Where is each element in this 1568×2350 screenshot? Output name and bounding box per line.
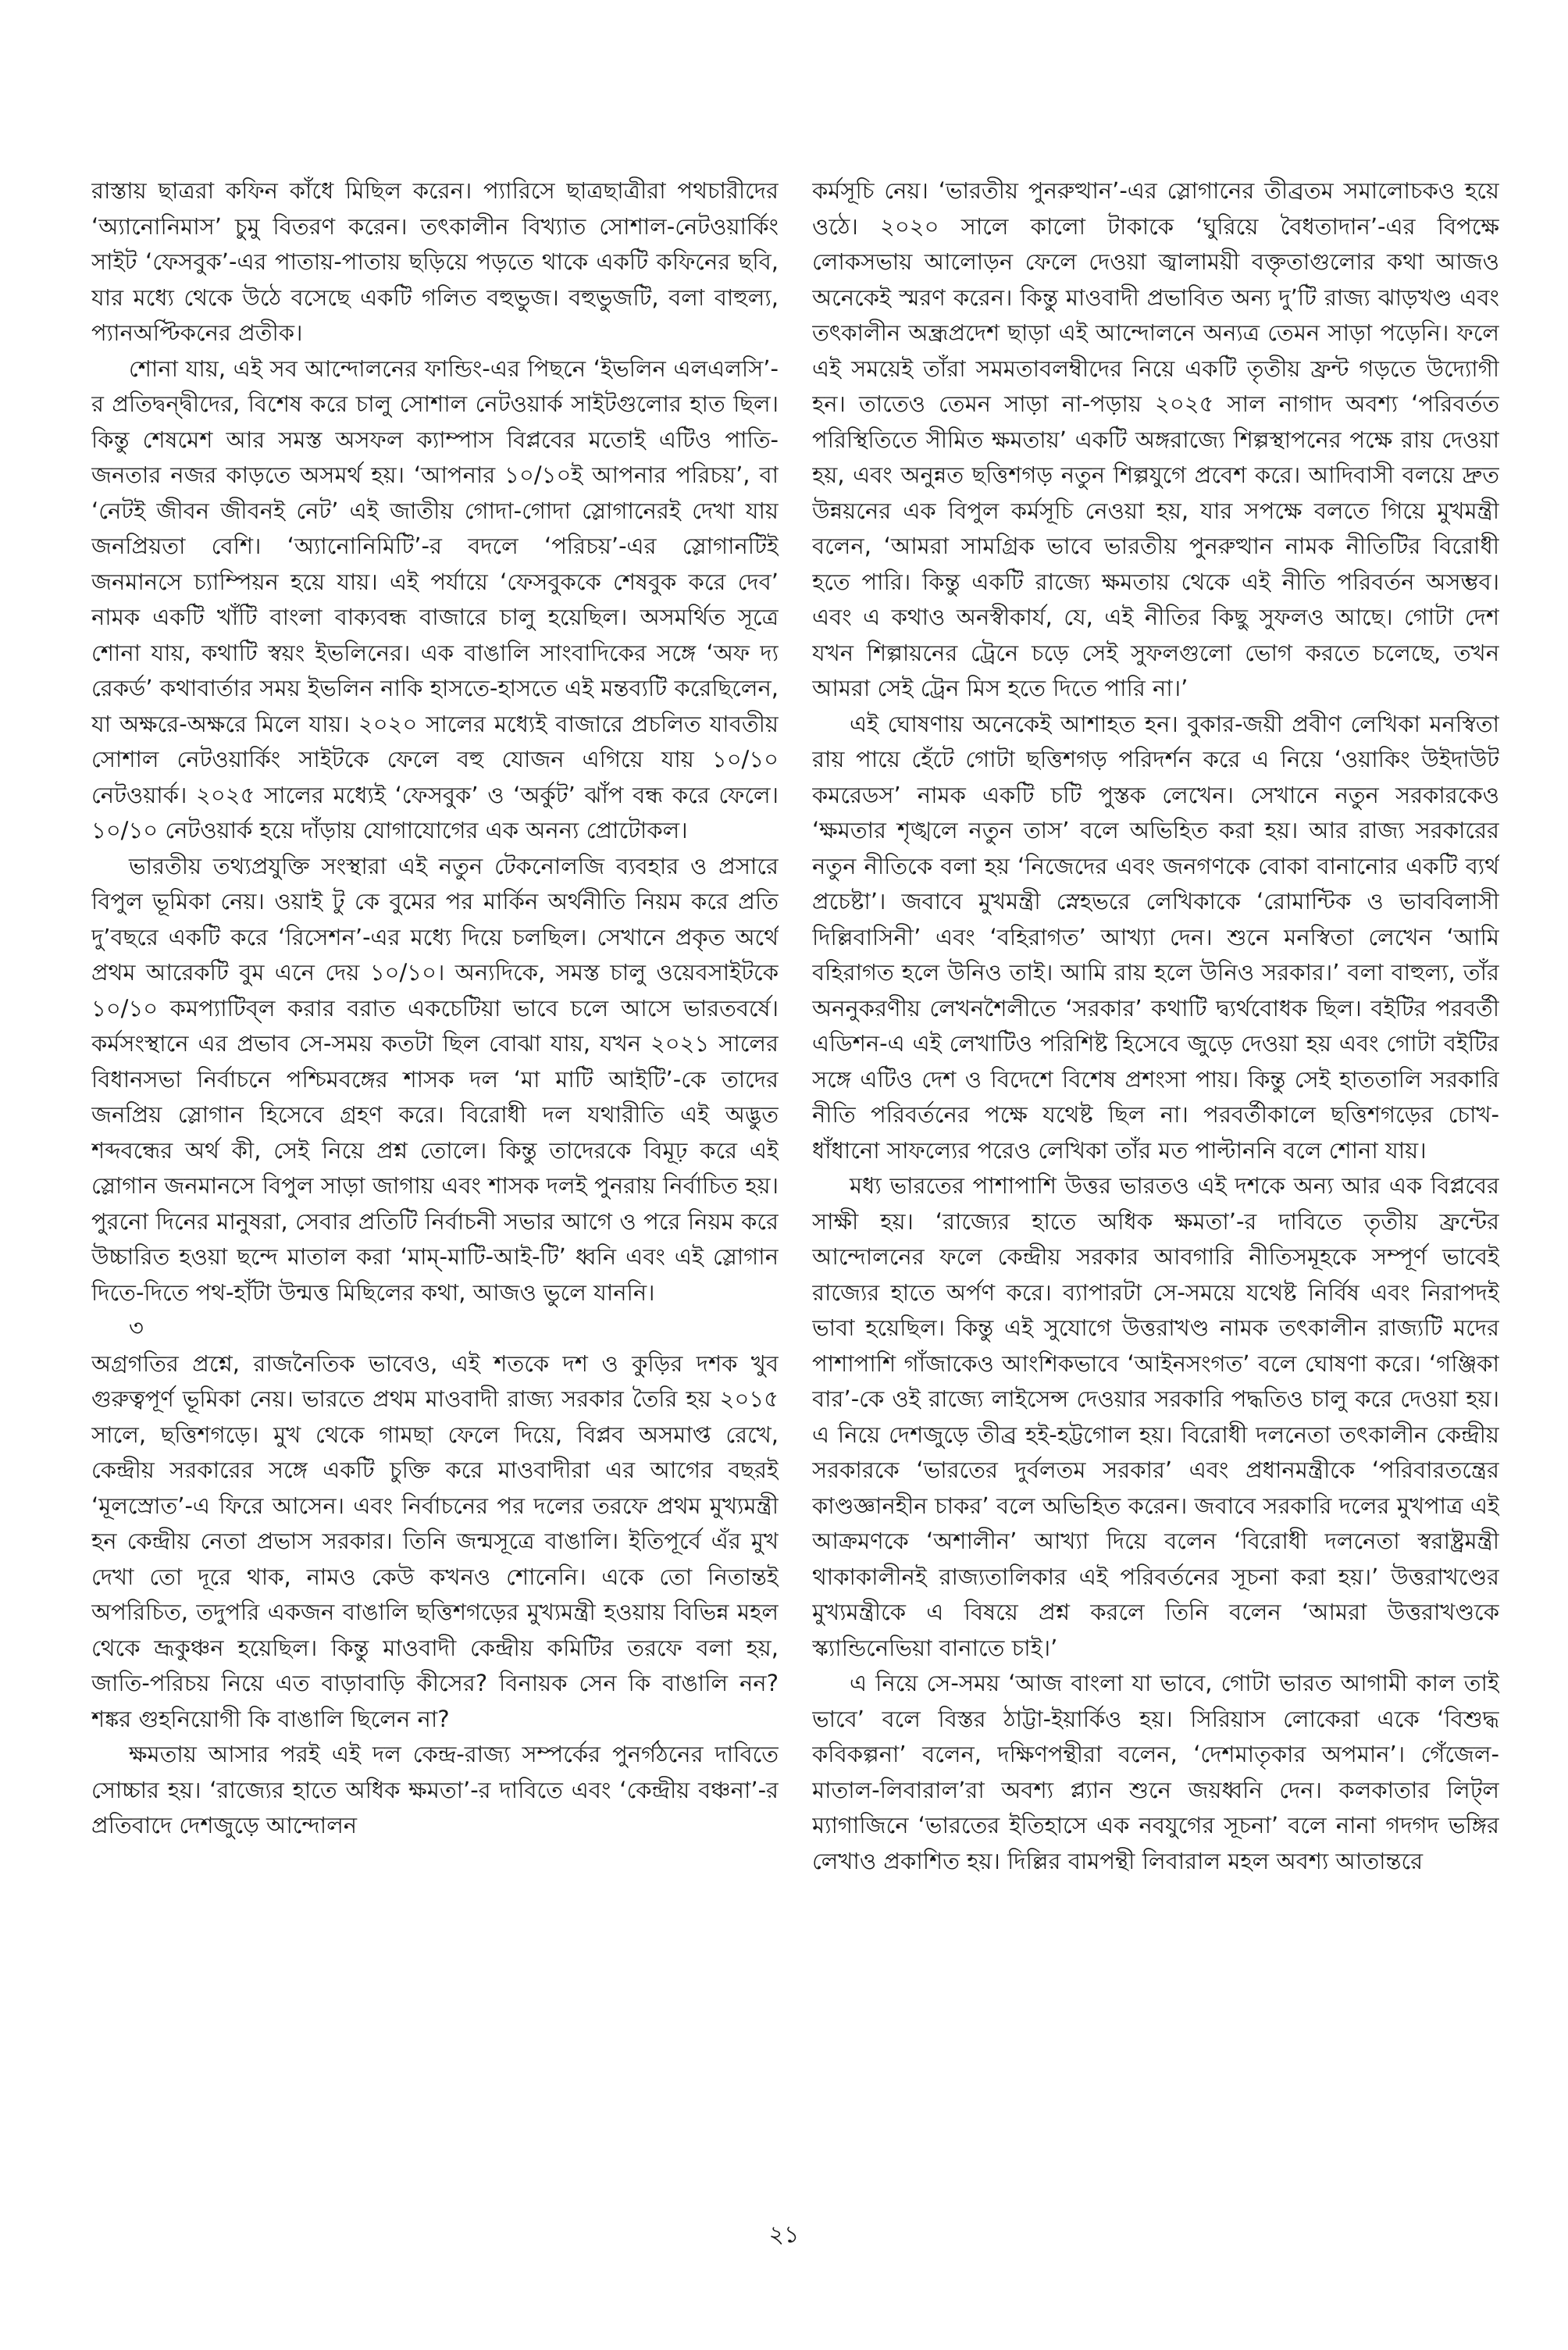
- right-column: [812, 173, 1499, 2173]
- page-number: ২১: [768, 2221, 800, 2248]
- paragraph: এ নিয়ে সে-সময় ‘আজ বাংলা যা ভাবে, গোটা ভারত আগামী কাল তাই ভাবে’ বলে বিস্তর ঠাট্টা-ইয়ার্কিও হয়। সিরিয়াস লোকেরা একে ‘বিশুদ্ধ কবিকল্পনা’ বলেন, দক্ষিণপন্থীরা বলেন, ‘দেশমাতৃকার অপমান’। গেঁজেল-মাতাল-লিবারাল’রা অবশ্য প্ল্যান শুনে জয়ধ্বনি দেন। কলকাতার লিট্‌ল ম্যাগাজিনে ‘ভারতের ইতিহাসে এক নবযুগের সূচনা’ বলে নানা গদগদ ভঙ্গির লেখাও প্রকাশিত হয়। দিল্লির বামপন্থী লিবারাল মহল অবশ্য আতান্তরে: [812, 1670, 1499, 1874]
- left-column: [91, 173, 779, 2173]
- paragraph: ক্ষমতায় আসার পরই এই দল কেন্দ্র-রাজ্য সম্পর্কের পুনর্গঠনের দাবিতে সোচ্চার হয়। ‘রাজ্যের হাতে অধিক ক্ষমতা’-র দাবিতে এবং ‘কেন্দ্রীয় বঞ্চনা’-র প্রতিবাদে দেশজুড়ে আন্দোলন: [91, 1741, 779, 1838]
- paragraph: কর্মসূচি নেয়। ‘ভারতীয় পুনরুত্থান’-এর স্লোগানের তীব্রতম সমালোচকও হয়ে ওঠে। ২০২০ সালে কালো টাকাকে ‘ঘুরিয়ে বৈধতাদান’-এর বিপক্ষে লোকসভায় আলোড়ন ফেলে দেওয়া জ্বালাময়ী বক্তৃতাগুলোর কথা আজও অনেকেই স্মরণ করেন। কিন্তু মাওবাদী প্রভাবিত অন্য দু’টি রাজ্য ঝাড়খণ্ড এবং তৎকালীন অন্ধ্রপ্রদেশ ছাড়া এই আন্দোলনে অন্যত্র তেমন সাড়া পড়েনি। ফলে এই সময়েই তাঁরা সমমতাবলম্বীদের নিয়ে একটি তৃতীয় ফ্রন্ট গড়তে উদ্যোগী হন। তাতেও তেমন সাড়া না-পড়ায় ২০২৫ সাল নাগাদ অবশ্য ‘পরিবর্তত পরিস্থিতিতে সীমিত ক্ষমতায়’ একটি অঙ্গরাজ্যে শিল্পস্থাপনের পক্ষে রায় দেওয়া হয়, এবং অনুন্নত ছত্তিশগড় নতুন শিল্পযুগে প্রবেশ করে। আদিবাসী বলয়ে দ্রুত উন্নয়নের এক বিপুল কর্মসূচি নেওয়া হয়, যার সপক্ষে বলতে গিয়ে মুখমন্ত্রী বলেন, ‘আমরা সামগ্রিক ভাবে ভারতীয় পুনরুত্থান নামক নীতিটির বিরোধী হতে পারি। কিন্তু একটি রাজ্যে ক্ষমতায় থেকে এই নীতি পরিবর্তন অসম্ভব। এবং এ কথাও অনস্বীকার্য, যে, এই নীতির কিছু সুফলও আছে। গোটা দেশ যখন শিল্পায়নের ট্রেনে চড়ে সেই সুফলগুলো ভোগ করতে চলেছে, তখন আমরা সেই ট্রেন মিস হতে দিতে পারি না।’: [812, 177, 1499, 701]
- paragraph: ভারতীয় তথ্যপ্রযুক্তি সংস্থারা এই নতুন টেকনোলজি ব্যবহার ও প্রসারে বিপুল ভূমিকা নেয়। ওয়াই টু কে বুমের পর মার্কিন অর্থনীতি নিয়ম করে প্রতি দু’বছরে একটি করে ‘রিসেশন’-এর মধ্যে দিয়ে চলছিল। সেখানে প্রকৃত অর্থে প্রথম আরেকটি বুম এনে দেয় ১০/১০। অন্যদিকে, সমস্ত চালু ওয়েবসাইটকে ১০/১০ কমপ্যাটিব্‌ল করার বরাত একচেটিয়া ভাবে চলে আসে ভারতবর্ষে। কর্মসংস্থানে এর প্রভাব সে-সময় কতটা ছিল বোঝা যায়, যখন ২০২১ সালের বিধানসভা নির্বাচনে পশ্চিমবঙ্গের শাসক দল ‘মা মাটি আইটি’-কে তাদের জনপ্রিয় স্লোগান হিসেবে গ্রহণ করে। বিরোধী দল যথারীতি এই অদ্ভুত শব্দবন্ধের অর্থ কী, সেই নিয়ে প্রশ্ন তোলে। কিন্তু তাদেরকে বিমূঢ় করে এই স্লোগান জনমানসে বিপুল সাড়া জাগায় এবং শাসক দলই পুনরায় নির্বাচিত হয়। পুরনো দিনের মানুষরা, সেবার প্রতিটি নির্বাচনী সভার আগে ও পরে নিয়ম করে উচ্চারিত হওয়া ছন্দে মাতাল করা ‘মাম্‌-মাটি-আই-টি’ ধ্বনি এবং এই স্লোগান দিতে-দিতে পথ-হাঁটা উন্মত্ত মিছিলের কথা, আজও ভুলে যাননি।: [91, 852, 779, 1306]
- section-number: ৩: [129, 1314, 144, 1341]
- paragraph: রাস্তায় ছাত্ররা কফিন কাঁধে মিছিল করেন। প্যারিসে ছাত্রছাত্রীরা পথচারীদের ‘অ্যানোনিমাস’ চুমু বিতরণ করেন। তৎকালীন বিখ্যাত সোশাল-নেটওয়ার্কিং সাইট ‘ফেসবুক’-এর পাতায়-পাতায় ছড়িয়ে পড়তে থাকে একটি কফিনের ছবি, যার মধ্যে থেকে উঠে বসেছে একটি গলিত বহুভুজ। বহুভুজটি, বলা বাহুল্য, প্যানঅপ্টিকনের প্রতীক।: [91, 177, 779, 346]
- paragraph: অগ্রগতির প্রশ্নে, রাজনৈতিক ভাবেও, এই শতকে দশ ও কুড়ির দশক খুব গুরুত্বপূর্ণ ভূমিকা নেয়। ভারতে প্রথম মাওবাদী রাজ্য সরকার তৈরি হয় ২০১৫ সালে, ছত্তিশগড়ে। মুখ থেকে গামছা ফেলে দিয়ে, বিপ্লব অসমাপ্ত রেখে, কেন্দ্রীয় সরকারের সঙ্গে একটি চুক্তি করে মাওবাদীরা এর আগের বছরই ‘মূলস্রোত’-এ ফিরে আসেন। এবং নির্বাচনের পর দলের তরফে প্রথম মুখ্যমন্ত্রী হন কেন্দ্রীয় নেতা প্রভাস সরকার। তিনি জন্মসূত্রে বাঙালি। ইতিপূর্বে এঁর মুখ দেখা তো দূরে থাক, নামও কেউ কখনও শোনেনি। একে তো নিতান্তই অপরিচিত, তদুপরি একজন বাঙালি ছত্তিশগড়ের মুখ্যমন্ত্রী হওয়ায় বিভিন্ন মহল থেকে ভ্রূকুঞ্চন হয়েছিল। কিন্তু মাওবাদী কেন্দ্রীয় কমিটির তরফে বলা হয়, জাতি-পরিচয় নিয়ে এত বাড়াবাড়ি কীসের? বিনায়ক সেন কি বাঙালি নন? শঙ্কর গুহনিয়োগী কি বাঙালি ছিলেন না?: [91, 1350, 779, 1732]
- paragraph: মধ্য ভারতের পাশাপাশি উত্তর ভারতও এই দশকে অন্য আর এক বিপ্লবের সাক্ষী হয়। ‘রাজ্যের হাতে অধিক ক্ষমতা’-র দাবিতে তৃতীয় ফ্রন্টের আন্দোলনের ফলে কেন্দ্রীয় সরকার আবগারি নীতিসমূহকে সম্পূর্ণ ভাবেই রাজ্যের হাতে অর্পণ করে। ব্যাপারটা সে-সময়ে যথেষ্ট নির্বিষ এবং নিরাপদই ভাবা হয়েছিল। কিন্তু এই সুযোগে উত্তরাখণ্ড নামক তৎকালীন রাজ্যটি মদের পাশাপাশি গাঁজাকেও আংশিকভাবে ‘আইনসংগত’ বলে ঘোষণা করে। ‘গঞ্জিকা বার’-কে ওই রাজ্যে লাইসেন্স দেওয়ার সরকারি পদ্ধতিও চালু করে দেওয়া হয়। এ নিয়ে দেশজুড়ে তীব্র হই-হট্টগোল হয়। বিরোধী দলনেতা তৎকালীন কেন্দ্রীয় সরকারকে ‘ভারতের দুর্বলতম সরকার’ এবং প্রধানমন্ত্রীকে ‘পরিবারতন্ত্রের কাণ্ডজ্ঞানহীন চাকর’ বলে অভিহিত করেন। জবাবে সরকারি দলের মুখপাত্র এই আক্রমণকে ‘অশালীন’ আখ্যা দিয়ে বলেন ‘বিরোধী দলনেতা স্বরাষ্ট্রমন্ত্রী থাকাকালীনই রাজ্যতালিকার এই পরিবর্তনের সূচনা করা হয়।’ উত্তরাখণ্ডের মুখ্যমন্ত্রীকে এ বিষয়ে প্রশ্ন করলে তিনি বলেন ‘আমরা উত্তরাখণ্ডকে স্ক্যান্ডিনেভিয়া বানাতে চাই।’: [812, 1172, 1499, 1661]
- paragraph: শোনা যায়, এই সব আন্দোলনের ফান্ডিং-এর পিছনে ‘ইভলিন এলএলসি’-র প্রতিদ্বন্দ্বীদের, বিশেষ করে চালু সোশাল নেটওয়ার্ক সাইটগুলোর হাত ছিল। কিন্তু শেষমেশ আর সমস্ত অসফল ক্যাম্পাস বিপ্লবের মতোই এটিও পাতি-জনতার নজর কাড়তে অসমর্থ হয়। ‘আপনার ১০/১০ই আপনার পরিচয়’, বা ‘নেটই জীবন জীবনই নেট’ এই জাতীয় গোদা-গোদা স্লোগানেরই দেখা যায় জনপ্রিয়তা বেশি। ‘অ্যানোনিমিটি’-র বদলে ‘পরিচয়’-এর স্লোগানটিই জনমানসে চ্যাম্পিয়ন হয়ে যায়। এই পর্যায়ে ‘ফেসবুককে শেষবুক করে দেব’ নামক একটি খাঁটি বাংলা বাক্যবন্ধ বাজারে চালু হয়েছিল। অসমর্থিত সূত্রে শোনা যায়, কথাটি স্বয়ং ইভলিনের। এক বাঙালি সাংবাদিকের সঙ্গে ‘অফ দ্য রেকর্ড’ কথাবার্তার সময় ইভলিন নাকি হাসতে-হাসতে এই মন্তব্যটি করেছিলেন, যা অক্ষরে-অক্ষরে মিলে যায়। ২০২০ সালের মধ্যেই বাজারে প্রচলিত যাবতীয় সোশাল নেটওয়ার্কিং সাইটকে ফেলে বহু যোজন এগিয়ে যায় ১০/১০ নেটওয়ার্ক। ২০২৫ সালের মধ্যেই ‘ফেসবুক’ ও ‘অর্কুট’ ঝাঁপ বন্ধ করে ফেলে। ১০/১০ নেটওয়ার্ক হয়ে দাঁড়ায় যোগাযোগের এক অনন্য প্রোটোকল।: [91, 355, 779, 843]
- paragraph: এই ঘোষণায় অনেকেই আশাহত হন। বুকার-জয়ী প্রবীণ লেখিকা মনস্বিতা রায় পায়ে হেঁটে গোটা ছত্তিশগড় পরিদর্শন করে এ নিয়ে ‘ওয়াকিং উইদাউট কমরেডস’ নামক একটি চটি পুস্তক লেখেন। সেখানে নতুন সরকারকেও ‘ক্ষমতার শৃঙ্খলে নতুন তাস’ বলে অভিহিত করা হয়। আর রাজ্য সরকারের নতুন নীতিকে বলা হয় ‘নিজেদের এবং জনগণকে বোকা বানানোর একটি ব্যর্থ প্রচেষ্টা’। জবাবে মুখমন্ত্রী স্নেহভরে লেখিকাকে ‘রোমান্টিক ও ভাববিলাসী দিল্লিবাসিনী’ এবং ‘বহিরাগত’ আখ্যা দেন। শুনে মনস্বিতা লেখেন ‘আমি বহিরাগত হলে উনিও তাই। আমি রায় হলে উনিও সরকার।’ বলা বাহুল্য, তাঁর অননুকরণীয় লেখনশৈলীতে ‘সরকার’ কথাটি দ্ব্যর্থবোধক ছিল। বইটির পরবর্তী এডিশন-এ এই লেখাটিও পরিশিষ্ট হিসেবে জুড়ে দেওয়া হয় এবং গোটা বইটির সঙ্গে এটিও দেশ ও বিদেশে বিশেষ প্রশংসা পায়। কিন্তু সেই হাততালি সরকারি নীতি পরিবর্তনের পক্ষে যথেষ্ট ছিল না। পরবর্তীকালে ছত্তিশগড়ের চোখ-ধাঁধানো সাফল্যের পরেও লেখিকা তাঁর মত পাল্টাননি বলে শোনা যায়।: [812, 710, 1499, 1164]
